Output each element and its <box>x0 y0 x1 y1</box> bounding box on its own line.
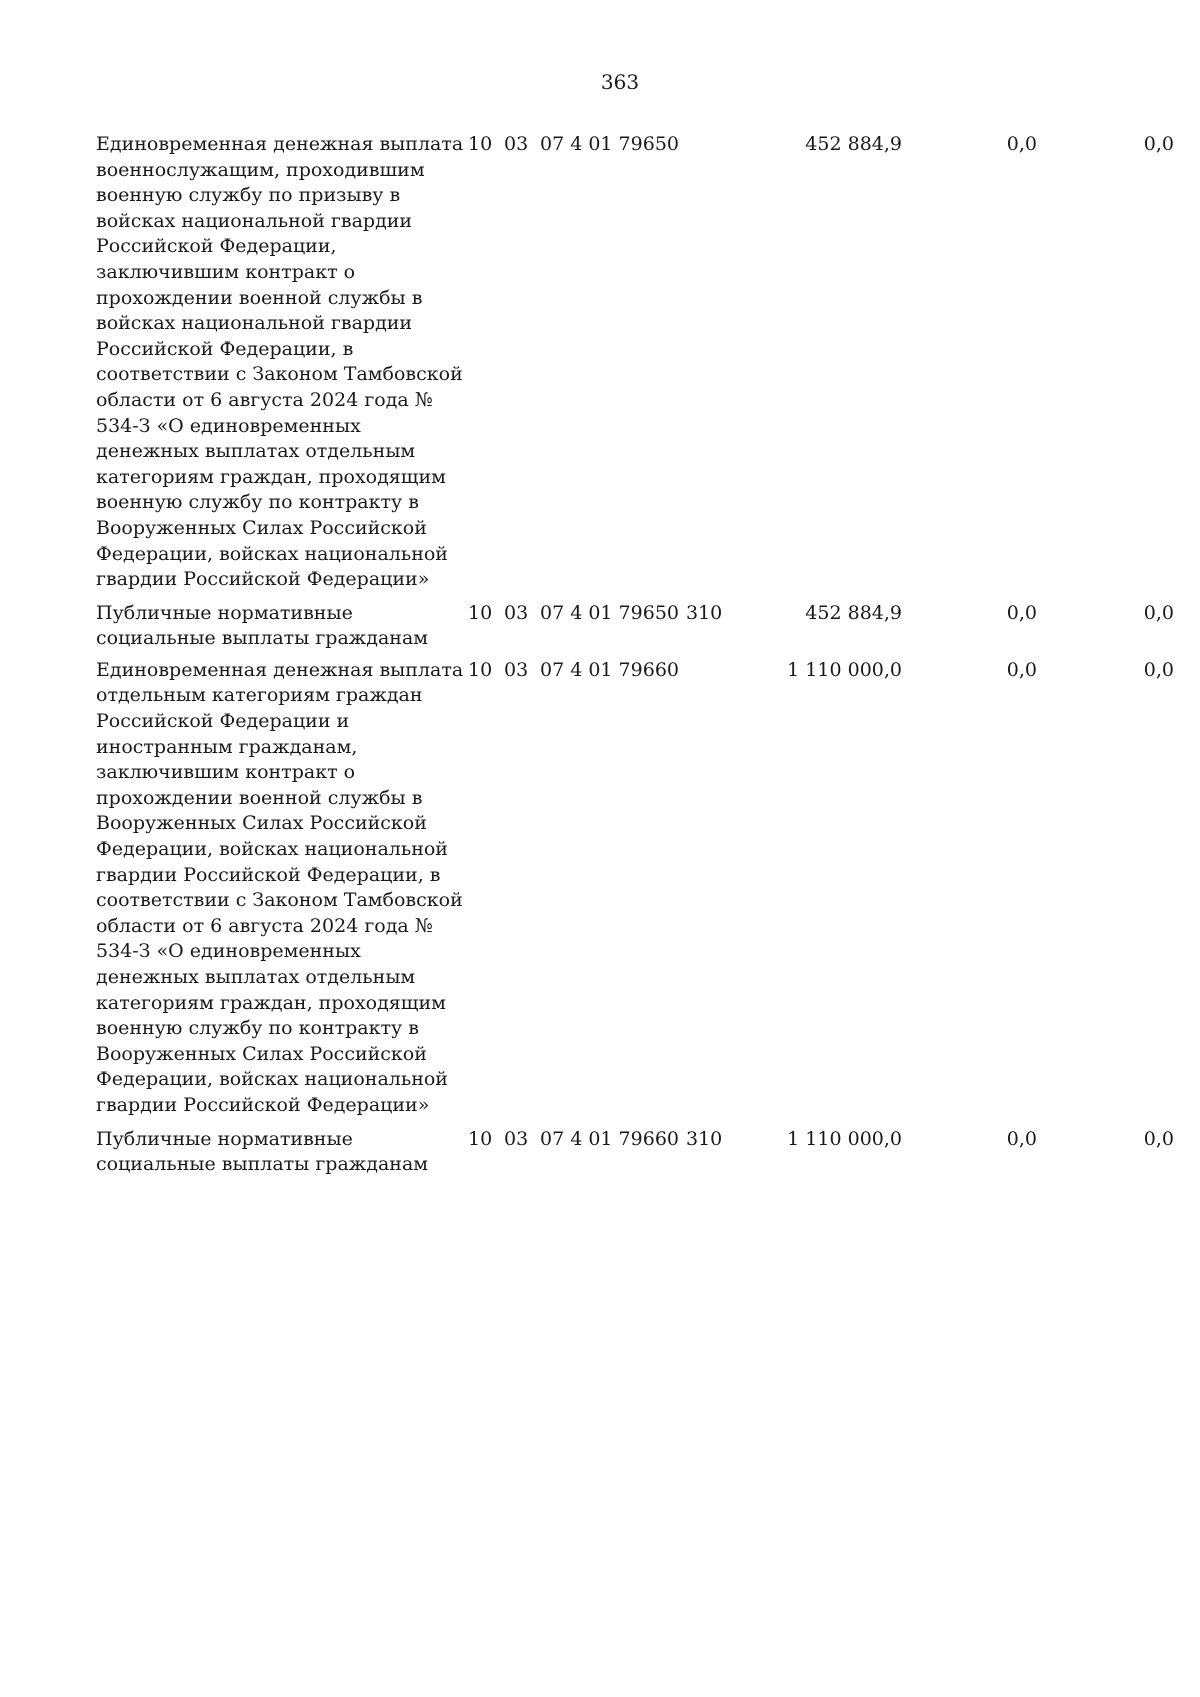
table-row <box>96 601 1174 658</box>
row-sum-3: 0,0 <box>1143 601 1174 624</box>
row-subsection: 03 <box>504 658 529 681</box>
row-sum-2: 0,0 <box>1006 1127 1037 1150</box>
row-section: 10 <box>468 1127 493 1150</box>
row-section: 10 <box>468 601 493 624</box>
row-sum-1: 1 110 000,0 <box>787 1127 902 1150</box>
row-subsection: 03 <box>504 1127 529 1150</box>
row-sum-3: 0,0 <box>1143 658 1174 681</box>
row-expense-type: 310 <box>686 1127 723 1150</box>
row-subsection: 03 <box>504 601 529 624</box>
row-section: 10 <box>468 133 493 155</box>
row-section: 10 <box>468 658 493 681</box>
row-sum-2: 0,0 <box>1006 601 1037 624</box>
row-sum-1: 1 110 000,0 <box>787 658 902 681</box>
row-target-article: 07 4 01 79650 <box>540 601 680 624</box>
row-name: Публичные нормативные социальные выплаты гражданам <box>96 1127 429 1176</box>
row-sum-3: 0,0 <box>1143 1127 1174 1150</box>
table-row <box>96 132 1174 601</box>
table-row <box>96 1127 1174 1184</box>
row-target-article: 07 4 01 79660 <box>540 658 680 681</box>
row-name: Публичные нормативные социальные выплаты гражданам <box>96 601 429 650</box>
row-expense-type <box>686 132 734 601</box>
row-subsection: 03 <box>504 133 529 155</box>
row-sum-2: 0,0 <box>1006 133 1037 155</box>
budget-table <box>96 132 1174 1184</box>
row-target-article: 07 4 01 79650 <box>540 133 680 155</box>
row-expense-type <box>686 658 734 1127</box>
row-sum-3: 0,0 <box>1143 133 1174 155</box>
row-expense-type: 310 <box>686 601 723 624</box>
row-name: Единовременная денежная выплата военнослужащим, проходившим военную службу по призыву в войсках национальной гвардии Российской Федерации, заключившим контракт о прохождении военной службы в войсках национальной гвардии Российской Федерации, в соответствии с Законом Тамбовской области от 6 августа 2024 года № 534-З «О единовременных денежных выплатах отдельным категориям граждан, проходящим военную службу по контракту в Вооруженных Силах Российской Федерации, войсках национальной гвардии Российской Федерации» <box>96 133 464 591</box>
row-target-article: 07 4 01 79660 <box>540 1127 680 1150</box>
row-sum-1: 452 884,9 <box>805 133 902 155</box>
row-sum-2: 0,0 <box>1006 658 1037 681</box>
row-sum-1: 452 884,9 <box>805 601 902 624</box>
page-number: 363 <box>600 70 640 94</box>
row-name: Единовременная денежная выплата отдельным категориям граждан Российской Федерации и иностранным гражданам, заключившим контракт о прохождении военной службы в Вооруженных Силах Российской Федерации, войсках национальной гвардии Российской Федерации, в соответствии с Законом Тамбовской области от 6 августа 2024 года № 534-З «О единовременных денежных выплатах отдельным категориям граждан, проходящим военную службу по контракту в Вооруженных Силах Российской Федерации, войсках национальной гвардии Российской Федерации» <box>96 658 464 1116</box>
table-row <box>96 658 1174 1127</box>
